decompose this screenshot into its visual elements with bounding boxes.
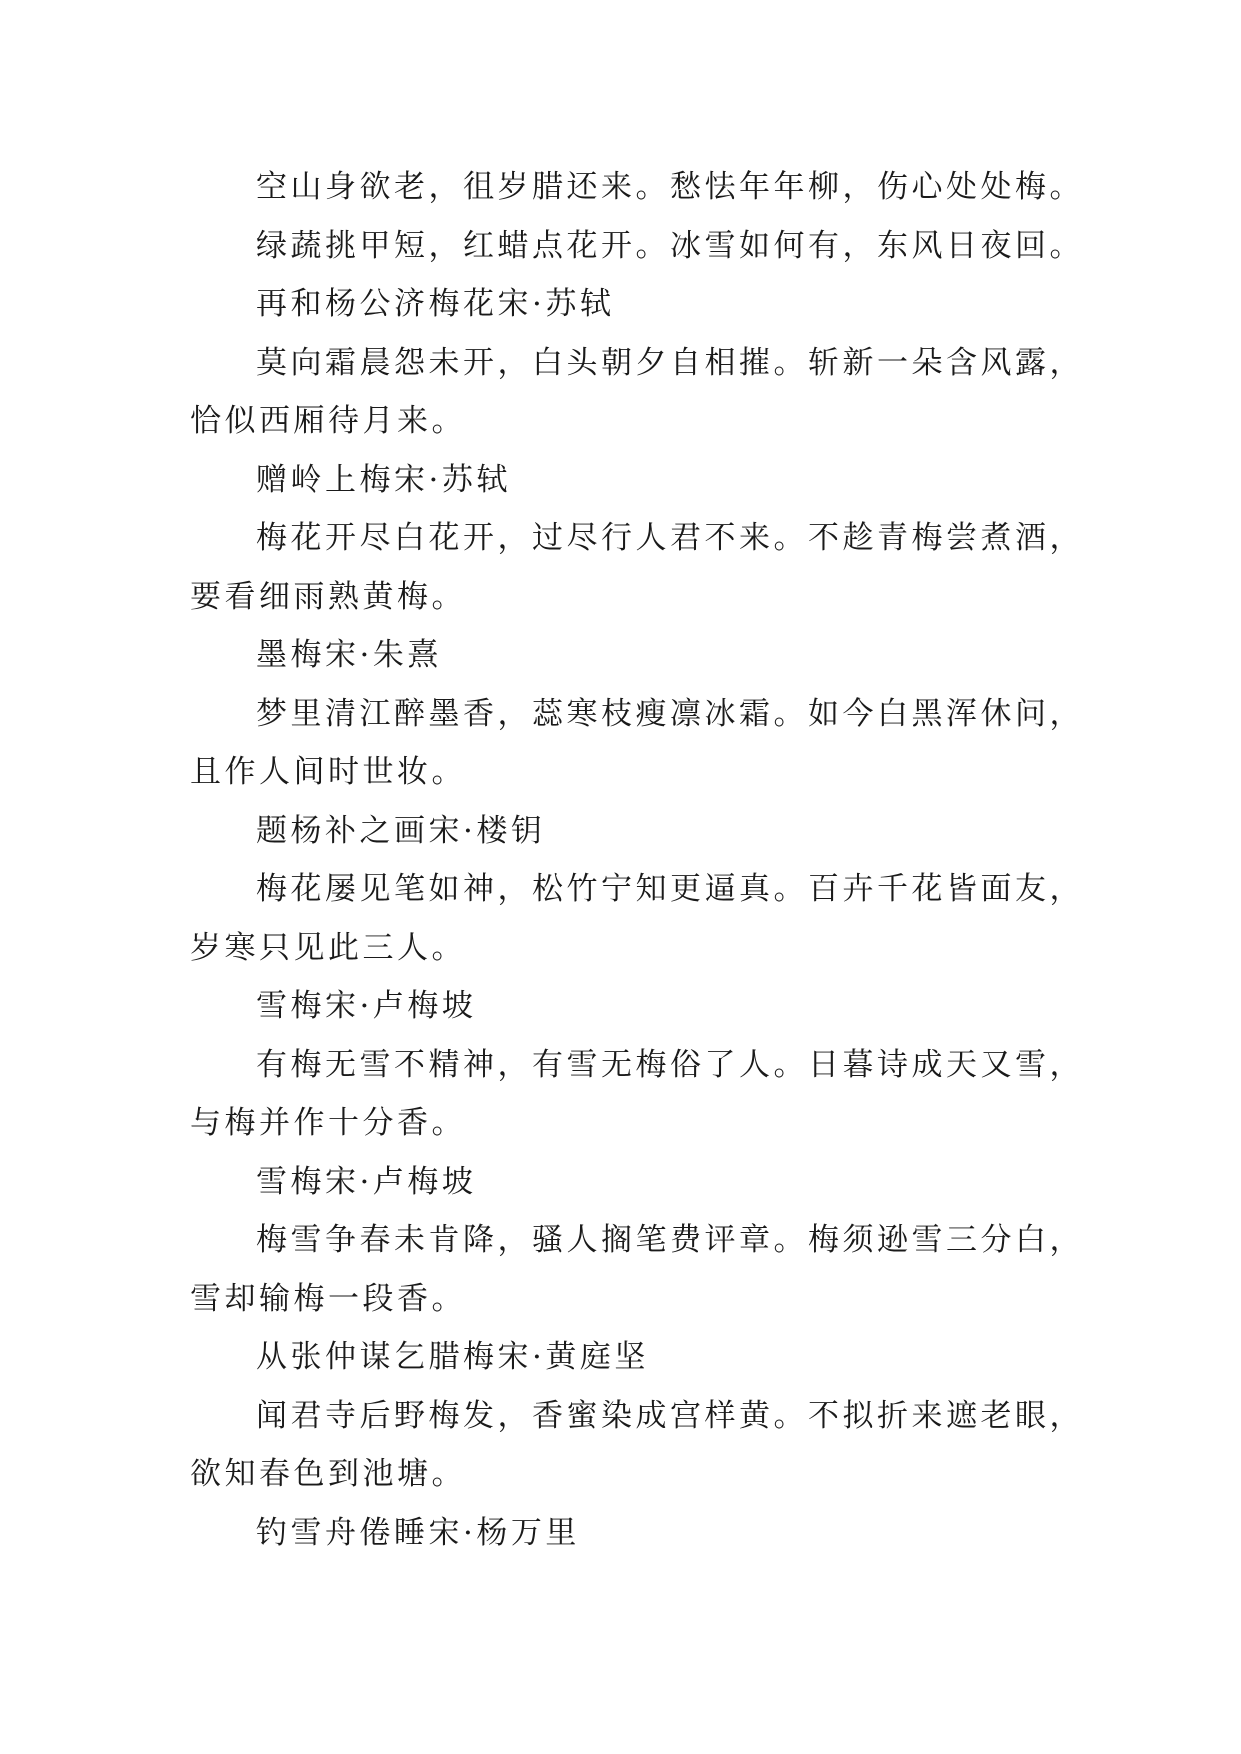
poem-text-block: [190, 158, 1084, 1562]
text-line: 闻君寺后野梅发，香蜜染成宫样黄。不拟折来遮老眼，: [256, 1397, 1084, 1434]
text-line: 恰似西厢待月来。: [190, 403, 466, 439]
text-line: 有梅无雪不精神，有雪无梅俗了人。日暮诗成天又雪，: [256, 1046, 1084, 1083]
poem-title: 钓雪舟倦睡宋·杨万里: [256, 1514, 580, 1551]
text-line: 空山身欲老，徂岁腊还来。愁怯年年柳，伤心处处梅。: [256, 169, 1084, 205]
poem-title: 再和杨公济梅花宋·苏轼: [256, 286, 615, 322]
text-line: 要看细雨熟黄梅。: [190, 578, 466, 615]
text-line: 雪却输梅一段香。: [190, 1280, 466, 1317]
poem-title: 赠岭上梅宋·苏轼: [256, 461, 511, 498]
text-line: 梅雪争春未肯降，骚人搁笔费评章。梅须逊雪三分白，: [256, 1222, 1084, 1258]
poem-title: 从张仲谋乞腊梅宋·黄庭坚: [256, 1339, 649, 1375]
text-line: 梦里清江醉墨香，蕊寒枝瘦凛冰霜。如今白黑浑休问，: [256, 695, 1084, 732]
text-line: 与梅并作十分香。: [190, 1105, 466, 1141]
poem-title: 题杨补之画宋·楼钥: [256, 812, 546, 849]
poem-title: 雪梅宋·卢梅坡: [256, 1163, 477, 1200]
text-line: 梅花屡见笔如神，松竹宁知更逼真。百卉千花皆面友，: [256, 871, 1084, 907]
text-line: 且作人间时世妆。: [190, 754, 466, 790]
text-line: 欲知春色到池塘。: [190, 1456, 466, 1492]
poem-title: 墨梅宋·朱熹: [256, 637, 442, 673]
text-line: 莫向霜晨怨未开，白头朝夕自相摧。斩新一朵含风露，: [256, 344, 1084, 381]
poem-title: 雪梅宋·卢梅坡: [256, 988, 477, 1024]
text-line: 绿蔬挑甲短，红蜡点花开。冰雪如何有，东风日夜回。: [256, 227, 1084, 264]
text-line: 梅花开尽白花开，过尽行人君不来。不趁青梅尝煮酒，: [256, 520, 1084, 556]
text-line: 岁寒只见此三人。: [190, 929, 466, 966]
